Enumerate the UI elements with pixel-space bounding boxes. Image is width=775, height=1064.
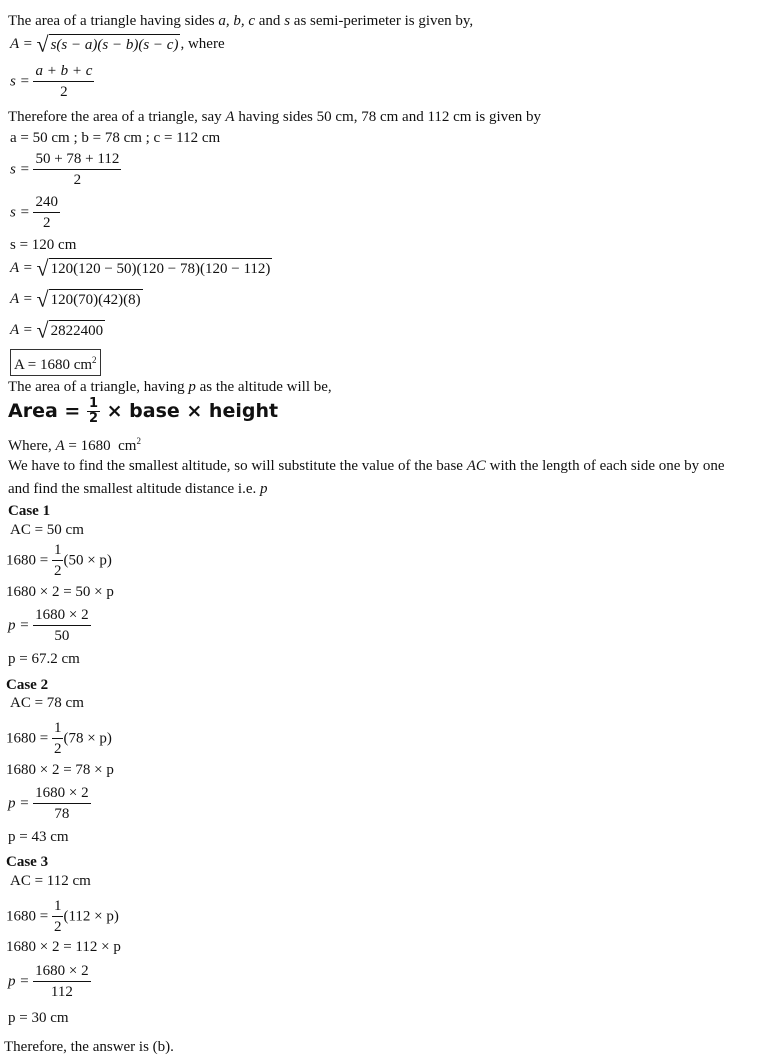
case-3-eq-num: 1 <box>52 897 64 917</box>
where-line <box>8 432 141 455</box>
formula-lhs: A = <box>10 35 33 52</box>
s2-lhs: s = <box>10 204 30 221</box>
where-value: = 1680 <box>64 438 111 454</box>
therefore-end: having sides 50 cm, 78 cm and 112 cm is given by <box>234 109 542 125</box>
area-result-exponent: 2 <box>92 355 97 365</box>
paragraph-line-1 <box>8 457 725 475</box>
intro-text-end: as semi-perimeter is given by, <box>290 13 474 29</box>
para1-start: We have to find the smallest altitude, so will substitute the value of the base <box>8 458 467 474</box>
s1-lhs: s = <box>10 161 30 178</box>
case-1-p-lhs: p = <box>8 617 30 634</box>
case-1-p-den: 50 <box>54 628 70 644</box>
case-2-p-num: 1680 × 2 <box>33 784 90 804</box>
intro-text <box>8 12 473 30</box>
altitude-text-start: The area of a triangle, having <box>8 379 189 395</box>
a3-radicand: 2822400 <box>49 320 106 341</box>
side-variables: a, b, c <box>218 13 256 29</box>
s2-numerator: 240 <box>33 193 60 213</box>
where-exponent: 2 <box>136 436 141 446</box>
formula-radicand: s(s − a)(s − b)(s − c) <box>49 34 181 55</box>
case-1-equation <box>6 541 112 581</box>
s-step-2 <box>10 193 60 233</box>
para1-var: AC <box>466 458 486 474</box>
case-1-ac: AC = 50 cm <box>10 522 84 538</box>
paragraph-line-2 <box>8 480 268 498</box>
case-2-title: Case 2 <box>6 677 49 693</box>
case-2-ac: AC = 78 cm <box>10 695 84 711</box>
s-step-1 <box>10 150 121 190</box>
case-2-p-lhs: p = <box>8 795 30 812</box>
area-formula-lhs: Area = <box>8 400 81 422</box>
case-1-title: Case 1 <box>8 503 51 519</box>
where-var: A <box>55 438 65 454</box>
s-lhs: s = <box>10 73 30 90</box>
s-denominator: 2 <box>60 84 68 100</box>
area-formula <box>8 397 278 426</box>
a2-lhs: A = <box>10 290 33 307</box>
s-numerator: a + b + c <box>33 62 94 82</box>
formula-where: , where <box>180 35 225 52</box>
case-1-mult: 1680 × 2 = 50 × p <box>6 584 114 600</box>
sqrt-symbol: √ 120(120 − 50)(120 − 78)(120 − 112) <box>36 255 271 281</box>
altitude-text <box>8 378 332 396</box>
case-2-p-fraction <box>8 784 91 824</box>
case-1-p-num: 1680 × 2 <box>33 606 90 626</box>
case-1-result: p = 67.2 cm <box>8 651 80 667</box>
case-3-result: p = 30 cm <box>8 1010 69 1026</box>
case-3-eq-den: 2 <box>53 919 62 935</box>
semi-perimeter-variable: s <box>284 13 291 29</box>
case-2-eq-den: 2 <box>53 741 62 757</box>
where-unit: cm <box>118 438 137 454</box>
para2-var: p <box>260 481 268 497</box>
case-3-mult: 1680 × 2 = 112 × p <box>6 939 121 955</box>
a1-radicand: 120(120 − 50)(120 − 78)(120 − 112) <box>49 258 273 279</box>
intro-text-mid: and <box>255 13 285 29</box>
area-step-1 <box>10 255 272 281</box>
case-3-ac: AC = 112 cm <box>10 873 91 889</box>
case-2-eq-rhs: (78 × p) <box>63 730 112 747</box>
case-2-eq-num: 1 <box>52 719 64 739</box>
case-1-eq-rhs: (50 × p) <box>63 552 112 569</box>
area-step-3 <box>10 317 105 343</box>
case-1-eq-num: 1 <box>52 541 64 561</box>
s-step-3: s = 120 cm <box>10 237 77 253</box>
a3-lhs: A = <box>10 321 33 338</box>
case-3-p-den: 112 <box>50 984 73 1000</box>
altitude-text-end: as the altitude will be, <box>195 379 332 395</box>
s2-denominator: 2 <box>42 215 51 231</box>
para2-start: and find the smallest altitude distance i.e. <box>8 481 261 497</box>
therefore-var: A <box>225 109 235 125</box>
therefore-text <box>8 108 541 126</box>
sqrt-symbol: √ 120(70)(42)(8) <box>36 286 141 312</box>
case-3-p-num: 1680 × 2 <box>33 962 90 982</box>
where-start: Where, <box>8 438 56 454</box>
area-formula-num: 1 <box>88 396 98 411</box>
case-2-p-den: 78 <box>54 806 70 822</box>
case-1-eq-lhs: 1680 = <box>6 552 49 569</box>
semi-perimeter-formula <box>10 62 94 102</box>
case-3-p-lhs: p = <box>8 973 30 990</box>
case-3-title: Case 3 <box>6 854 49 870</box>
s1-numerator: 50 + 78 + 112 <box>33 150 121 170</box>
intro-text-start: The area of a triangle having sides <box>8 13 219 29</box>
sides-line: a = 50 cm ; b = 78 cm ; c = 112 cm <box>10 130 221 146</box>
altitude-var: p <box>188 379 196 395</box>
area-result: A = 1680 cm <box>14 357 93 373</box>
s1-denominator: 2 <box>73 172 82 188</box>
therefore-start: Therefore the area of a triangle, say <box>8 109 226 125</box>
a2-radicand: 120(70)(42)(8) <box>49 289 143 310</box>
sqrt-symbol: √ 2822400 <box>36 317 104 343</box>
case-3-p-fraction <box>8 962 91 1002</box>
para1-end: with the length of each side one by one <box>485 458 725 474</box>
case-3-eq-lhs: 1680 = <box>6 908 49 925</box>
area-step-2 <box>10 286 143 312</box>
case-2-equation <box>6 719 112 759</box>
case-3-equation <box>6 897 119 937</box>
case-2-eq-lhs: 1680 = <box>6 730 49 747</box>
case-1-p-fraction <box>8 606 91 646</box>
a1-lhs: A = <box>10 259 33 276</box>
conclusion: Therefore, the answer is (b). <box>4 1039 174 1055</box>
heron-formula <box>10 31 225 57</box>
case-3-eq-rhs: (112 × p) <box>63 908 119 925</box>
sqrt-symbol: √ s(s − a)(s − b)(s − c) <box>36 31 179 57</box>
area-formula-den: 2 <box>88 411 98 426</box>
area-formula-rhs: × base × height <box>106 400 279 422</box>
case-2-result: p = 43 cm <box>8 829 69 845</box>
area-result-boxed <box>10 349 101 376</box>
case-1-eq-den: 2 <box>53 563 62 579</box>
case-2-mult: 1680 × 2 = 78 × p <box>6 762 114 778</box>
